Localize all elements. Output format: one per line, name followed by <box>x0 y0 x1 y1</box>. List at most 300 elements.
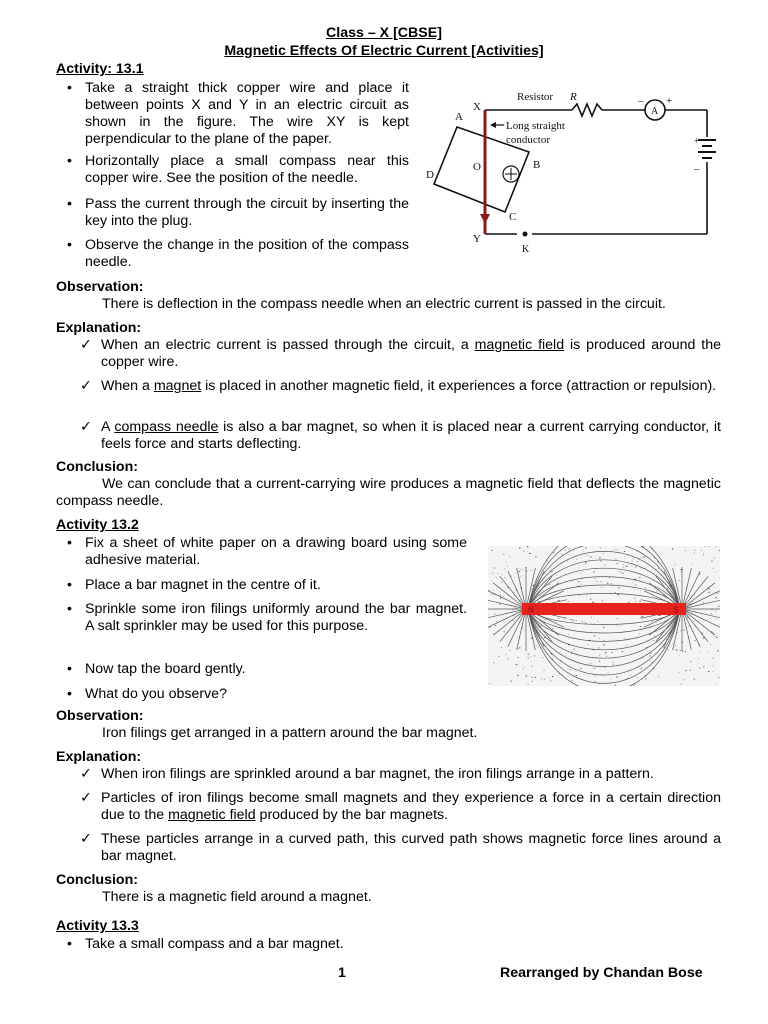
filing-speck <box>517 675 519 676</box>
filing-speck <box>659 615 661 616</box>
filing-speck <box>543 670 544 671</box>
filing-speck <box>606 656 607 657</box>
filing-speck <box>714 571 715 572</box>
filing-speck <box>512 610 514 611</box>
filing-speck <box>713 568 714 569</box>
filing-speck <box>585 562 586 563</box>
filing-speck <box>568 645 569 646</box>
filing-speck <box>513 616 514 617</box>
filing-speck <box>493 589 494 590</box>
filing-speck <box>516 573 517 574</box>
filing-speck <box>613 664 614 665</box>
filing-speck <box>551 653 553 654</box>
filing-speck <box>585 623 586 624</box>
r-label: R <box>570 91 577 103</box>
ammeter-minus: – <box>638 95 644 107</box>
filing-speck <box>681 569 683 570</box>
filing-speck <box>607 583 609 584</box>
filing-speck <box>491 580 492 581</box>
filing-speck <box>524 667 525 668</box>
filing-speck <box>715 597 717 598</box>
filing-speck <box>714 592 715 593</box>
filing-speck <box>626 566 627 567</box>
point-b-label: B <box>533 159 541 171</box>
filing-speck <box>629 638 630 639</box>
filing-speck <box>585 648 586 649</box>
filing-speck <box>549 646 550 647</box>
filing-speck <box>545 652 546 653</box>
iron-filings-image <box>488 546 720 686</box>
filing-speck <box>613 662 615 663</box>
filing-speck <box>507 659 508 660</box>
filing-speck <box>500 598 501 599</box>
observation-text: There is deflection in the compass needle when an electric current is passed in the circuit. <box>102 296 666 312</box>
observation-text: Iron filings get arranged in a pattern around the bar magnet. <box>102 725 478 741</box>
filing-speck <box>611 678 612 679</box>
filing-speck <box>492 573 493 574</box>
filing-speck <box>514 592 515 593</box>
filing-speck <box>666 639 667 640</box>
filing-speck <box>673 649 674 650</box>
filing-speck <box>525 567 526 568</box>
filing-speck <box>599 638 600 639</box>
filing-speck <box>624 639 625 640</box>
filing-speck <box>585 563 586 564</box>
filing-speck <box>541 678 542 679</box>
filing-speck <box>520 582 521 583</box>
filing-speck <box>515 577 516 578</box>
filing-speck <box>568 601 569 602</box>
filing-speck <box>694 553 695 554</box>
filing-speck <box>549 584 550 585</box>
filing-speck <box>602 625 603 626</box>
footer-credit: Rearranged by Chandan Bose <box>500 965 703 981</box>
filing-speck <box>580 668 582 669</box>
filing-speck <box>694 679 695 680</box>
filing-speck <box>711 631 712 632</box>
filing-speck <box>708 546 709 547</box>
filing-speck <box>674 622 676 623</box>
filing-speck <box>599 683 601 684</box>
filing-speck <box>538 601 539 602</box>
filing-speck <box>535 677 536 678</box>
point-o-label: O <box>473 161 481 173</box>
filing-speck <box>685 670 687 671</box>
filing-speck <box>593 572 595 573</box>
filing-speck <box>703 667 705 668</box>
filing-speck <box>497 573 499 574</box>
filing-speck <box>580 573 581 574</box>
filing-speck <box>703 603 705 604</box>
filing-speck <box>679 672 680 673</box>
filing-speck <box>615 592 616 593</box>
ammeter-label: A <box>651 106 659 117</box>
filing-speck <box>528 654 530 655</box>
filing-speck <box>523 551 524 552</box>
filing-speck <box>639 577 641 578</box>
filing-speck <box>498 656 500 657</box>
filing-speck <box>675 645 676 646</box>
filing-speck <box>678 580 680 581</box>
point-a-label: A <box>455 111 463 123</box>
conclusion-text: We can conclude that a current-carrying wire produces a magnetic field that deflects the magnetic compass needle. <box>56 476 721 509</box>
filing-speck <box>615 559 616 560</box>
filing-speck <box>529 553 531 554</box>
filing-speck <box>650 653 651 654</box>
filing-speck <box>652 662 654 663</box>
filing-speck <box>711 609 713 610</box>
filing-speck <box>636 585 637 586</box>
filing-speck <box>715 547 716 548</box>
filing-speck <box>588 555 589 556</box>
filing-speck <box>633 558 634 559</box>
filing-speck <box>531 637 532 638</box>
filing-speck <box>708 652 709 653</box>
filing-speck <box>635 602 637 603</box>
filing-speck <box>595 578 596 579</box>
filing-speck <box>494 568 495 569</box>
resistor-symbol <box>572 104 602 116</box>
filing-speck <box>714 558 716 559</box>
filing-speck <box>654 668 655 669</box>
filing-speck <box>699 668 700 669</box>
filing-speck <box>503 596 504 597</box>
filing-speck <box>571 653 573 654</box>
filing-speck <box>667 648 668 649</box>
filing-speck <box>603 640 604 641</box>
filing-speck <box>553 553 555 554</box>
filing-speck <box>692 564 693 565</box>
filing-speck <box>667 649 668 650</box>
filing-speck <box>542 581 543 582</box>
check-icon: ✓ <box>80 831 92 847</box>
filing-speck <box>717 593 719 594</box>
filing-speck <box>602 600 603 601</box>
filing-speck <box>622 573 624 574</box>
filing-speck <box>650 627 651 628</box>
filing-speck <box>559 673 560 674</box>
filing-speck <box>645 676 646 677</box>
filing-speck <box>708 592 709 593</box>
filing-speck <box>576 620 577 621</box>
conclusion-heading: Conclusion: <box>56 872 138 888</box>
step-text: Take a small compass and a bar magnet. <box>85 936 344 952</box>
filing-speck <box>694 594 695 595</box>
filing-speck <box>642 657 644 658</box>
filing-speck <box>710 592 711 593</box>
wire-label-1: Long straight <box>506 120 565 132</box>
filing-speck <box>549 579 551 580</box>
explanation-text: When iron filings are sprinkled around a bar magnet, the iron filings arrange in a pattern. <box>101 766 654 782</box>
filing-speck <box>494 594 495 595</box>
filing-speck <box>641 668 642 669</box>
filing-speck <box>595 676 596 677</box>
filing-speck <box>544 622 545 623</box>
filing-speck <box>490 573 491 574</box>
filing-speck <box>592 667 593 668</box>
check-icon: ✓ <box>80 337 92 353</box>
filing-speck <box>527 546 529 547</box>
filing-speck <box>561 660 562 661</box>
filing-speck <box>591 617 592 618</box>
filing-speck <box>528 657 529 658</box>
key-symbol <box>523 232 528 237</box>
bar-magnet <box>522 603 686 615</box>
filing-speck <box>669 643 670 644</box>
filing-speck <box>516 608 518 609</box>
filing-speck <box>579 595 580 596</box>
filing-speck <box>637 678 638 679</box>
filing-speck <box>691 603 692 604</box>
filing-speck <box>558 600 560 601</box>
filing-speck <box>522 569 523 570</box>
filing-speck <box>618 587 620 588</box>
explanation-text: These particles arrange in a curved path, this curved path shows magnetic force lines around a bar magnet. <box>101 831 721 864</box>
filing-speck <box>681 630 682 631</box>
filing-speck <box>551 571 553 572</box>
filing-speck <box>617 625 618 626</box>
explanation-text: When a magnet is placed in another magnetic field, it experiences a force (attraction or repulsion). <box>101 378 717 394</box>
filing-speck <box>536 645 537 646</box>
filing-speck <box>578 581 579 582</box>
filing-speck <box>630 600 631 601</box>
filing-speck <box>594 624 596 625</box>
filing-speck <box>673 643 674 644</box>
filing-speck <box>565 550 566 551</box>
filing-speck <box>717 637 718 638</box>
point-d-label: D <box>426 169 434 181</box>
filing-speck <box>685 550 686 551</box>
filing-speck <box>599 558 601 559</box>
step-text: Horizontally place a small compass near this copper wire. See the position of the needle. <box>85 153 409 186</box>
filing-speck <box>599 655 600 656</box>
filing-speck <box>650 660 651 661</box>
filing-speck <box>715 636 716 637</box>
filing-speck <box>635 567 637 568</box>
filing-speck <box>519 548 521 549</box>
filing-speck <box>544 679 545 680</box>
doc-class-title: Class – X [CBSE] <box>326 25 442 41</box>
filing-speck <box>694 611 695 612</box>
filing-speck <box>611 583 612 584</box>
magnet-s-label: S <box>673 605 679 615</box>
filing-speck <box>616 677 618 678</box>
filing-speck <box>506 561 507 562</box>
filing-speck <box>681 571 682 572</box>
filing-speck <box>710 644 711 645</box>
filing-speck <box>632 560 633 561</box>
filing-speck <box>558 618 560 619</box>
conclusion-heading: Conclusion: <box>56 459 138 475</box>
filing-speck <box>491 594 492 595</box>
filing-speck <box>699 652 700 653</box>
filing-speck <box>601 587 602 588</box>
filing-speck <box>615 685 616 686</box>
filing-speck <box>604 644 606 645</box>
filing-speck <box>654 558 655 559</box>
filing-speck <box>619 572 621 573</box>
filing-speck <box>590 557 592 558</box>
explanation-heading: Explanation: <box>56 749 142 765</box>
filing-speck <box>642 616 643 617</box>
filing-speck <box>576 675 578 676</box>
filing-speck <box>534 620 535 621</box>
filing-speck <box>600 561 601 562</box>
filing-speck <box>574 649 575 650</box>
filing-speck <box>531 656 532 657</box>
filing-speck <box>585 622 586 623</box>
filing-speck <box>626 565 627 566</box>
filing-speck <box>550 680 551 681</box>
filing-speck <box>628 602 630 603</box>
filing-speck <box>591 623 592 624</box>
filing-speck <box>621 625 622 626</box>
filing-speck <box>713 633 714 634</box>
filing-speck <box>604 667 606 668</box>
filing-speck <box>695 640 696 641</box>
activity-13-1-heading: Activity: 13.1 <box>56 61 144 77</box>
filing-speck <box>565 573 566 574</box>
filing-speck <box>573 620 575 621</box>
filing-speck <box>623 567 624 568</box>
filing-speck <box>499 604 500 605</box>
filing-speck <box>552 595 553 596</box>
filing-speck <box>547 560 548 561</box>
filing-speck <box>503 631 505 632</box>
filing-speck <box>675 565 676 566</box>
filing-speck <box>516 590 517 591</box>
filing-speck <box>685 651 686 652</box>
filing-speck <box>650 656 652 657</box>
filing-speck <box>664 647 665 648</box>
activity-13-3-heading: Activity 13.3 <box>56 918 139 934</box>
filing-speck <box>632 582 633 583</box>
filing-speck <box>646 647 648 648</box>
filing-speck <box>605 653 606 654</box>
filing-speck <box>600 547 601 548</box>
filing-speck <box>670 582 671 583</box>
filing-speck <box>614 549 615 550</box>
wire-label-2: conductor <box>506 134 550 146</box>
filing-speck <box>690 661 691 662</box>
filing-speck <box>561 554 562 555</box>
filing-speck <box>570 619 571 620</box>
filing-speck <box>578 586 580 587</box>
filing-speck <box>509 556 511 557</box>
filing-speck <box>690 670 692 671</box>
filing-speck <box>661 570 663 571</box>
filing-speck <box>551 681 552 682</box>
filing-speck <box>540 595 541 596</box>
filing-speck <box>718 677 719 678</box>
filing-speck <box>527 551 528 552</box>
filing-speck <box>680 684 682 685</box>
filing-speck <box>572 581 573 582</box>
point-y-label: Y <box>473 233 481 245</box>
filing-speck <box>691 614 692 615</box>
filing-speck <box>692 631 693 632</box>
filing-speck <box>680 650 681 651</box>
filing-speck <box>667 588 668 589</box>
explanation-text: Particles of iron filings become small magnets and they experience a force in a certain direction due to the magnetic field produced by the bar magnets. <box>101 790 721 823</box>
resistor-label: Resistor <box>517 91 554 103</box>
filing-speck <box>592 602 594 603</box>
explanation-text: When an electric current is passed through the circuit, a magnetic field is produced around the copper wire. <box>101 337 721 370</box>
circuit-diagram <box>422 82 722 262</box>
filing-speck <box>532 681 533 682</box>
check-icon: ✓ <box>80 419 92 435</box>
filing-speck <box>590 599 591 600</box>
step-text: Observe the change in the position of the compass needle. <box>85 237 409 270</box>
filing-speck <box>672 549 673 550</box>
filing-speck <box>645 679 646 680</box>
check-icon: ✓ <box>80 790 92 806</box>
filing-speck <box>552 676 553 677</box>
filing-speck <box>676 650 678 651</box>
filing-speck <box>716 619 717 620</box>
key-label: K <box>522 244 530 255</box>
filing-speck <box>652 548 653 549</box>
filing-speck <box>612 652 613 653</box>
filing-speck <box>683 680 684 681</box>
filing-speck <box>712 658 714 659</box>
filing-speck <box>488 614 489 615</box>
filing-speck <box>526 571 528 572</box>
filing-speck <box>670 585 671 586</box>
filing-speck <box>590 663 591 664</box>
filing-speck <box>496 621 497 622</box>
filing-speck <box>503 554 504 555</box>
filing-speck <box>542 657 543 658</box>
filing-speck <box>524 630 525 631</box>
filing-speck <box>689 604 690 605</box>
filing-speck <box>702 633 704 634</box>
filing-speck <box>588 675 589 676</box>
filing-speck <box>552 628 553 629</box>
filing-speck <box>594 668 595 669</box>
filing-speck <box>657 589 658 590</box>
filing-speck <box>507 587 509 588</box>
filing-speck <box>653 640 654 641</box>
filing-speck <box>675 597 676 598</box>
filing-speck <box>489 683 490 684</box>
filing-speck <box>642 546 643 547</box>
battery-minus: – <box>694 163 700 175</box>
filing-speck <box>710 613 712 614</box>
filing-speck <box>599 661 600 662</box>
filing-speck <box>613 585 614 586</box>
battery-plus: + <box>694 136 700 147</box>
filing-speck <box>658 615 659 616</box>
filing-speck <box>604 565 606 566</box>
filing-speck <box>640 547 641 548</box>
point-c-label: C <box>509 211 517 223</box>
filing-speck <box>708 671 709 672</box>
filing-speck <box>519 647 520 648</box>
filing-speck <box>580 584 581 585</box>
filing-speck <box>519 571 521 572</box>
filing-speck <box>541 625 542 626</box>
filing-speck <box>703 553 704 554</box>
filing-speck <box>603 627 605 628</box>
check-icon: ✓ <box>80 766 92 782</box>
filing-speck <box>588 640 590 641</box>
filing-speck <box>594 636 596 637</box>
filing-speck <box>504 569 505 570</box>
filing-speck <box>564 618 565 619</box>
filing-speck <box>601 581 602 582</box>
filing-speck <box>701 550 702 551</box>
